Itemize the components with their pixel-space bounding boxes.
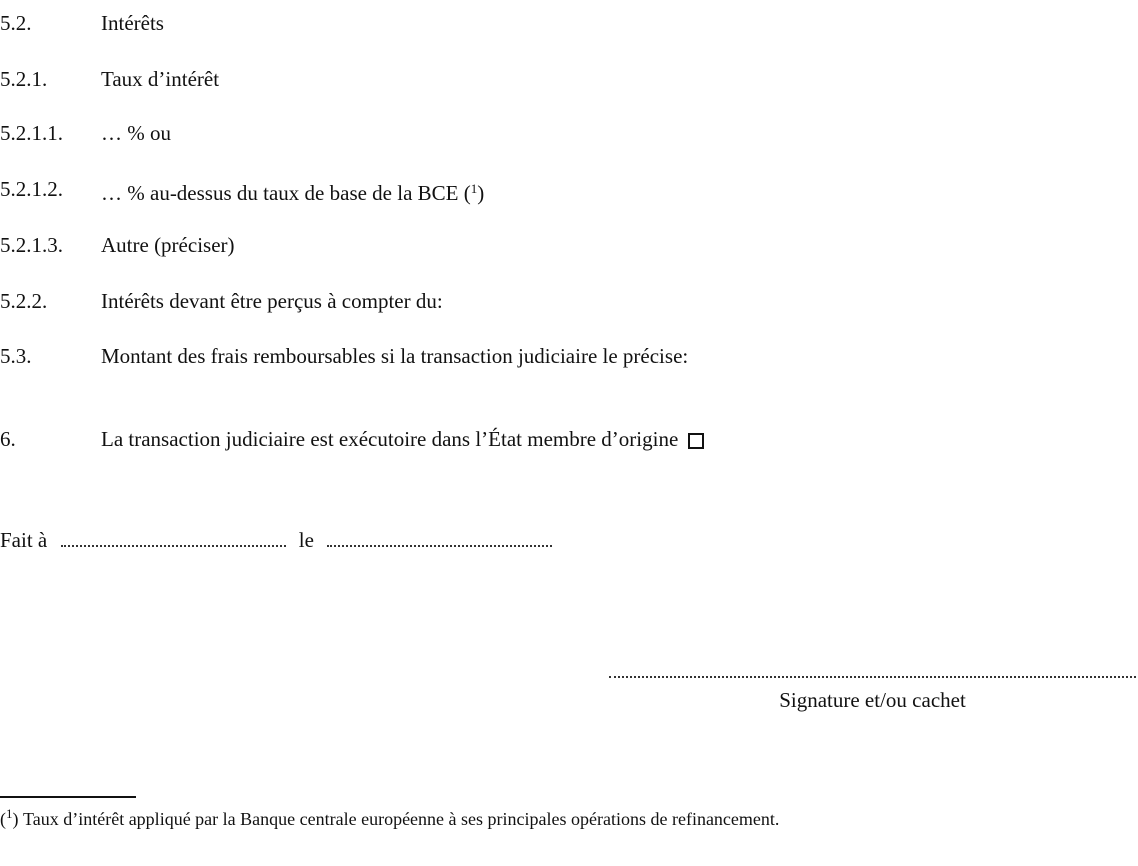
signature-field[interactable] <box>609 675 1136 678</box>
footnote <box>0 802 779 831</box>
section-number: 5.2.2. <box>0 289 48 313</box>
fait-a-label: Fait à <box>0 528 48 552</box>
section-text-with-checkbox <box>101 426 704 452</box>
place-field[interactable] <box>61 527 286 547</box>
le-label: le <box>298 528 314 552</box>
section-text: Autre (préciser) <box>101 233 235 257</box>
section-number: 5.2.1.3. <box>0 233 63 257</box>
enforceable-checkbox[interactable] <box>688 433 704 449</box>
footnote-reference: 1 <box>470 181 478 196</box>
section-text: Intérêts devant être perçus à compter du: <box>101 289 443 313</box>
place-date-line <box>0 527 552 553</box>
section-text: La transaction judiciaire est exécutoire dans l’État membre d’origine <box>101 427 679 451</box>
section-text-with-footnote <box>101 176 484 206</box>
footnote-separator <box>0 796 136 798</box>
section-number: 5.2. <box>0 11 32 35</box>
section-number: 5.2.1.2. <box>0 177 63 201</box>
section-text: … % ou <box>101 121 171 145</box>
section-number: 5.3. <box>0 344 32 368</box>
footnote-marker-close: ) <box>12 809 19 829</box>
section-number: 6. <box>0 427 16 451</box>
closing-paren: ) <box>477 181 485 205</box>
section-heading: Taux d’intérêt <box>101 67 220 91</box>
section-heading: Intérêts <box>101 11 164 35</box>
footnote-marker-open: ( <box>0 809 6 829</box>
footnote-marker: 1 <box>6 806 13 821</box>
section-text: Montant des frais remboursables si la transaction judiciaire le précise: <box>101 344 689 368</box>
section-text: … % au-dessus du taux de base de la BCE ( <box>101 181 471 205</box>
signature-label: Signature et/ou cachet <box>779 688 966 712</box>
section-number: 5.2.1.1. <box>0 121 63 145</box>
section-number: 5.2.1. <box>0 67 48 91</box>
date-field[interactable] <box>327 527 552 547</box>
footnote-text: Taux d’intérêt appliqué par la Banque centrale européenne à ses principales opérations de refinancement. <box>23 809 780 829</box>
